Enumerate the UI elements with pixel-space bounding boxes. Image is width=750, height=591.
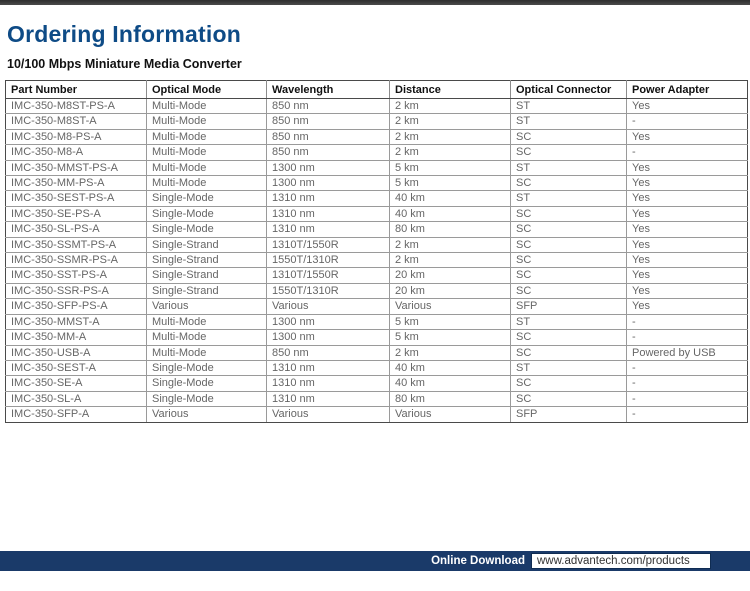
table-cell: Yes — [627, 99, 748, 114]
table-cell: IMC-350-SEST-PS-A — [6, 191, 147, 206]
table-cell: SC — [511, 345, 627, 360]
ordering-table — [5, 80, 748, 423]
table-cell: Single-Mode — [147, 391, 267, 406]
table-cell: Multi-Mode — [147, 160, 267, 175]
table-cell: 2 km — [390, 237, 511, 252]
table-cell: 5 km — [390, 160, 511, 175]
table-cell: Various — [267, 299, 390, 314]
table-row — [6, 114, 748, 129]
table-cell: ST — [511, 99, 627, 114]
table-cell: IMC-350-MMST-PS-A — [6, 160, 147, 175]
table-cell: IMC-350-SL-PS-A — [6, 222, 147, 237]
table-cell: Yes — [627, 160, 748, 175]
table-cell: Single-Strand — [147, 268, 267, 283]
table-cell: - — [627, 145, 748, 160]
table-cell: - — [627, 407, 748, 422]
column-header-wavelength: Wavelength — [267, 81, 390, 99]
page-title: Ordering Information — [7, 21, 241, 47]
table-cell: Various — [267, 407, 390, 422]
column-header-power-adapter: Power Adapter — [627, 81, 748, 99]
table-cell: SC — [511, 129, 627, 144]
ordering-table-container — [5, 80, 747, 423]
table-cell: 1300 nm — [267, 314, 390, 329]
table-cell: ST — [511, 314, 627, 329]
table-cell: 1310 nm — [267, 222, 390, 237]
table-cell: SC — [511, 376, 627, 391]
table-cell: IMC-350-USB-A — [6, 345, 147, 360]
table-body — [6, 99, 748, 423]
table-cell: IMC-350-M8-A — [6, 145, 147, 160]
table-cell: Single-Strand — [147, 237, 267, 252]
table-row — [6, 283, 748, 298]
table-cell: Single-Mode — [147, 222, 267, 237]
table-cell: Various — [147, 407, 267, 422]
table-row — [6, 191, 748, 206]
table-row — [6, 345, 748, 360]
column-header-part-number: Part Number — [6, 81, 147, 99]
column-header-optical-mode: Optical Mode — [147, 81, 267, 99]
table-cell: IMC-350-SFP-PS-A — [6, 299, 147, 314]
table-cell: IMC-350-MM-A — [6, 330, 147, 345]
table-cell: Yes — [627, 129, 748, 144]
table-cell: IMC-350-M8ST-PS-A — [6, 99, 147, 114]
table-cell: 1300 nm — [267, 176, 390, 191]
table-cell: Single-Strand — [147, 253, 267, 268]
table-cell: 40 km — [390, 191, 511, 206]
table-cell: 1310 nm — [267, 391, 390, 406]
table-cell: IMC-350-SSMR-PS-A — [6, 253, 147, 268]
table-cell: 40 km — [390, 376, 511, 391]
table-cell: 1310 nm — [267, 360, 390, 375]
column-header-optical-connector: Optical Connector — [511, 81, 627, 99]
table-cell: Single-Mode — [147, 206, 267, 221]
table-row — [6, 360, 748, 375]
table-cell: Single-Mode — [147, 360, 267, 375]
column-header-distance: Distance — [390, 81, 511, 99]
table-row — [6, 268, 748, 283]
table-cell: - — [627, 376, 748, 391]
download-url-box — [531, 553, 711, 569]
table-cell: 1310T/1550R — [267, 237, 390, 252]
table-cell: Various — [147, 299, 267, 314]
table-header-row — [6, 81, 748, 99]
table-cell: Multi-Mode — [147, 345, 267, 360]
table-cell: ST — [511, 114, 627, 129]
table-cell: IMC-350-SE-PS-A — [6, 206, 147, 221]
table-cell: Multi-Mode — [147, 314, 267, 329]
table-row — [6, 176, 748, 191]
table-cell: Multi-Mode — [147, 114, 267, 129]
table-cell: 40 km — [390, 206, 511, 221]
table-cell: Single-Mode — [147, 191, 267, 206]
table-row — [6, 330, 748, 345]
table-cell: SC — [511, 330, 627, 345]
table-cell: 20 km — [390, 268, 511, 283]
online-download-label: Online Download — [431, 555, 525, 567]
table-cell: - — [627, 360, 748, 375]
table-cell: 1550T/1310R — [267, 253, 390, 268]
table-cell: 1550T/1310R — [267, 283, 390, 298]
table-cell: 1310 nm — [267, 206, 390, 221]
table-cell: Yes — [627, 206, 748, 221]
table-row — [6, 376, 748, 391]
table-cell: Yes — [627, 176, 748, 191]
table-cell: Yes — [627, 299, 748, 314]
table-cell: 2 km — [390, 345, 511, 360]
table-cell: ST — [511, 160, 627, 175]
table-cell: Yes — [627, 222, 748, 237]
table-cell: Various — [390, 299, 511, 314]
table-cell: 2 km — [390, 129, 511, 144]
table-row — [6, 299, 748, 314]
table-row — [6, 99, 748, 114]
table-row — [6, 391, 748, 406]
table-cell: Yes — [627, 283, 748, 298]
table-cell: ST — [511, 360, 627, 375]
table-cell: - — [627, 391, 748, 406]
table-row — [6, 160, 748, 175]
table-cell: 1310 nm — [267, 376, 390, 391]
table-cell: ST — [511, 191, 627, 206]
table-row — [6, 129, 748, 144]
table-cell: 1300 nm — [267, 330, 390, 345]
table-cell: 850 nm — [267, 114, 390, 129]
table-cell: IMC-350-SSMT-PS-A — [6, 237, 147, 252]
table-cell: - — [627, 314, 748, 329]
table-cell: IMC-350-SL-A — [6, 391, 147, 406]
table-cell: Yes — [627, 191, 748, 206]
table-cell: SC — [511, 391, 627, 406]
table-cell: 2 km — [390, 253, 511, 268]
table-row — [6, 237, 748, 252]
table-cell: IMC-350-MMST-A — [6, 314, 147, 329]
table-row — [6, 222, 748, 237]
table-cell: - — [627, 114, 748, 129]
table-cell: SC — [511, 268, 627, 283]
table-cell: 5 km — [390, 176, 511, 191]
table-cell: 80 km — [390, 222, 511, 237]
table-cell: IMC-350-SFP-A — [6, 407, 147, 422]
table-cell: Yes — [627, 253, 748, 268]
table-cell: 5 km — [390, 314, 511, 329]
table-cell: 2 km — [390, 99, 511, 114]
table-cell: Multi-Mode — [147, 176, 267, 191]
table-cell: Various — [390, 407, 511, 422]
table-cell: 5 km — [390, 330, 511, 345]
table-cell: Multi-Mode — [147, 129, 267, 144]
table-section-subtitle: 10/100 Mbps Miniature Media Converter — [7, 57, 242, 71]
table-cell: IMC-350-SE-A — [6, 376, 147, 391]
table-cell: 850 nm — [267, 345, 390, 360]
table-cell: Multi-Mode — [147, 330, 267, 345]
table-cell: IMC-350-SSR-PS-A — [6, 283, 147, 298]
table-cell: 850 nm — [267, 145, 390, 160]
table-row — [6, 314, 748, 329]
table-cell: Single-Strand — [147, 283, 267, 298]
table-cell: 1300 nm — [267, 160, 390, 175]
table-cell: Multi-Mode — [147, 99, 267, 114]
table-cell: SC — [511, 176, 627, 191]
table-cell: SC — [511, 237, 627, 252]
table-row — [6, 253, 748, 268]
top-accent-bar — [0, 0, 750, 5]
table-cell: 1310 nm — [267, 191, 390, 206]
table-cell: 80 km — [390, 391, 511, 406]
table-row — [6, 145, 748, 160]
table-cell: SFP — [511, 407, 627, 422]
table-cell: 20 km — [390, 283, 511, 298]
table-cell: 1310T/1550R — [267, 268, 390, 283]
table-cell: SC — [511, 283, 627, 298]
table-cell: SFP — [511, 299, 627, 314]
table-cell: SC — [511, 145, 627, 160]
table-cell: IMC-350-MM-PS-A — [6, 176, 147, 191]
table-cell: IMC-350-SST-PS-A — [6, 268, 147, 283]
table-cell: SC — [511, 222, 627, 237]
table-row — [6, 407, 748, 422]
table-cell: SC — [511, 253, 627, 268]
table-cell: Multi-Mode — [147, 145, 267, 160]
table-cell: Yes — [627, 268, 748, 283]
table-cell: SC — [511, 206, 627, 221]
table-cell: 850 nm — [267, 129, 390, 144]
table-cell: - — [627, 330, 748, 345]
table-cell: 40 km — [390, 360, 511, 375]
table-cell: Yes — [627, 237, 748, 252]
table-cell: IMC-350-SEST-A — [6, 360, 147, 375]
table-cell: Single-Mode — [147, 376, 267, 391]
table-cell: IMC-350-M8ST-A — [6, 114, 147, 129]
table-cell: IMC-350-M8-PS-A — [6, 129, 147, 144]
table-cell: 2 km — [390, 114, 511, 129]
table-row — [6, 206, 748, 221]
table-cell: 850 nm — [267, 99, 390, 114]
download-url-link[interactable]: www.advantech.com/products — [537, 555, 690, 567]
online-download-bar — [0, 551, 750, 571]
table-cell: Powered by USB — [627, 345, 748, 360]
table-cell: 2 km — [390, 145, 511, 160]
